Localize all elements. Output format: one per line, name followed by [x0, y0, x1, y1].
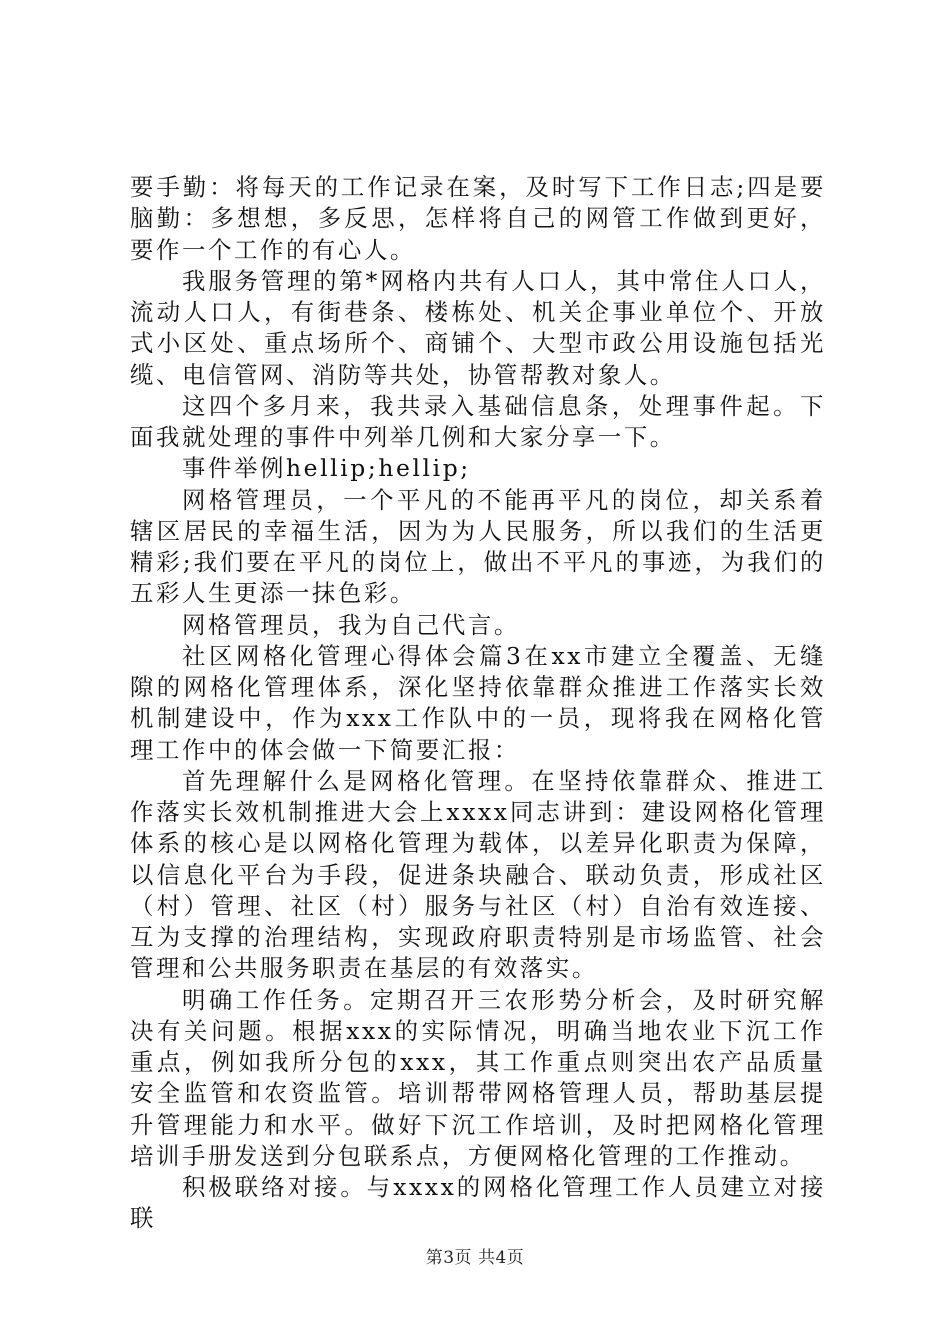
paragraph-understanding-grid: 首先理解什么是网格化管理。在坚持依靠群众、推进工作落实长效机制推进大会上xxxx同志讲到：建设网格化管理体系的核心是以网格化管理为载体，以差异化职责为保障，以信息化平台为手段，促进条块融合、联动负责，形成社区（村）管理、社区（村）服务与社区（村）自治有效连接、互为支撑的治理结构，实现政府职责特别是市场监管、社会管理和公共服务职责在基层的有效落实。 [130, 766, 826, 983]
paragraph-event-examples: 事件举例hellip;hellip; [182, 454, 471, 483]
paragraph-continuation: 要手勤：将每天的工作记录在案，及时写下工作日志;四是要脑勤：多想想，多反思，怎样将自己的网管工作做到更好，要作一个工作的有心人。 [130, 173, 826, 264]
paragraph-grid-population: 我服务管理的第*网格内共有人口人，其中常住人口人，流动人口人，有街巷条、楼栋处、机关企事业单位个、开放式小区处、重点场所个、商铺个、大型市政公用设施包括光缆、电信管网、消防等共处，协管帮教对象人。 [130, 266, 826, 389]
paragraph-four-months: 这四个多月来，我共录入基础信息条，处理事件起。下面我就处理的事件中列举几例和大家分享一下。 [130, 391, 826, 451]
paragraph-grid-manager-role: 网格管理员，一个平凡的不能再平凡的岗位，却关系着辖区居民的幸福生活，因为为人民服务，所以我们的生活更精彩;我们要在平凡的岗位上，做出不平凡的事迹，为我们的五彩人生更添一抹色彩。 [130, 485, 826, 608]
page-number-footer: 第3页 共4页 [425, 1248, 525, 1268]
paragraph-clarify-tasks: 明确工作任务。定期召开三农形势分析会，及时研究解决有关问题。根据xxx的实际情况，明确当地农业下沉工作重点，例如我所分包的xxx，其工作重点则突出农产品质量安全监管和农资监管。培训帮带网格管理人员，帮助基层提升管理能力和水平。做好下沉工作培训，及时把网格化管理培训手册发送到分包联系点，方便网格化管理的工作推动。 [130, 985, 826, 1170]
document-body [130, 172, 826, 1235]
paragraph-chapter-3-intro: 社区网格化管理心得体会篇3在xx市建立全覆盖、无缝隙的网格化管理体系，深化坚持依靠群众推进工作落实长效机制建设中，作为xxx工作队中的一员，现将我在网格化管理工作中的体会做一下简要汇报： [130, 641, 826, 764]
paragraph-liaison: 积极联络对接。与xxxx的网格化管理工作人员建立对接联 [130, 1173, 826, 1233]
paragraph-self-endorsement: 网格管理员，我为自己代言。 [182, 610, 520, 639]
